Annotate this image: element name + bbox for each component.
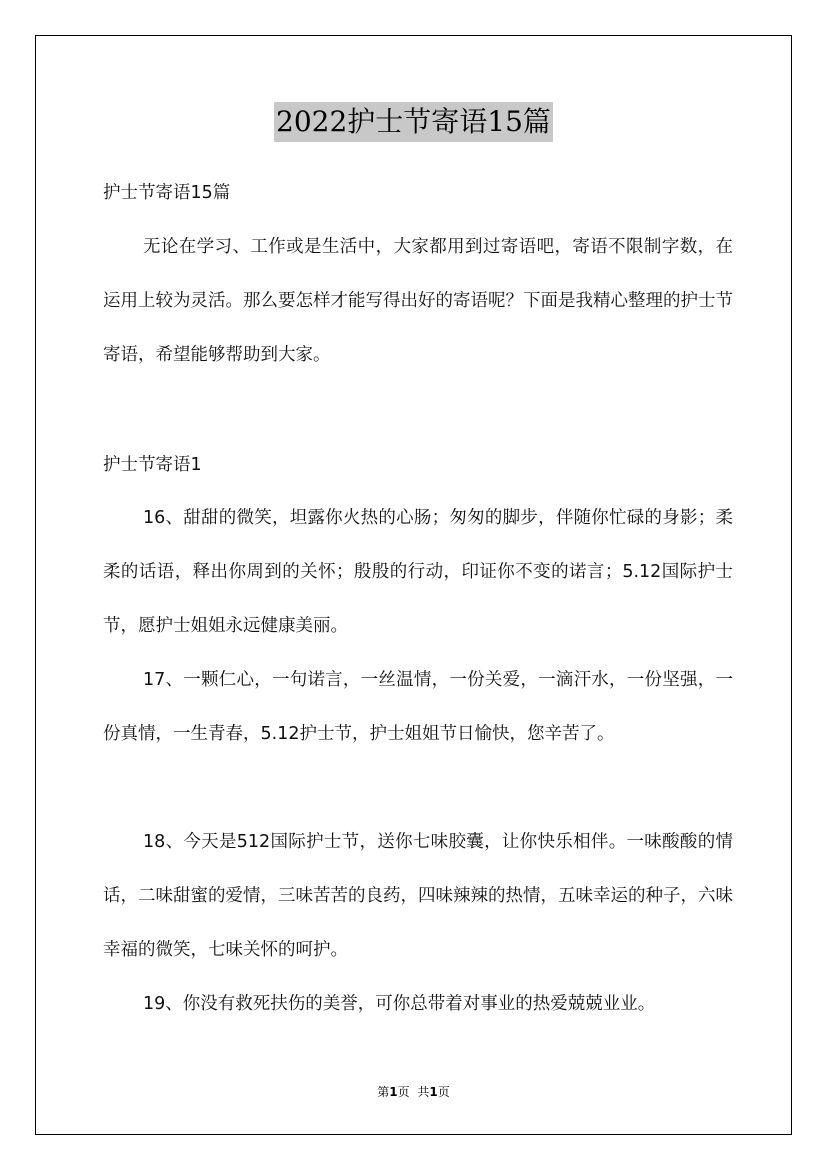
list-item: 17、一颗仁心，一句诺言，一丝温情，一份关爱，一滴汗水，一份坚强，一份真情，一生青春，5.12护士节，护士姐姐节日愉快，您辛苦了。: [103, 670, 733, 744]
document-title: 2022护士节寄语15篇: [274, 102, 553, 142]
page-suffix: 页: [397, 1085, 410, 1099]
list-item: 18、今天是512国际护士节，送你七味胶囊，让你快乐相伴。一味酸酸的情话，二味甜蜜的爱情，三味苦苦的良药，四味辣辣的热情，五味幸运的种子，六味幸福的微笑，七味关怀的呵护。: [103, 832, 733, 960]
document-subtitle: 护士节寄语15篇: [103, 183, 231, 203]
total-suffix: 页: [437, 1085, 450, 1099]
page-footer: [0, 1083, 827, 1100]
total-pages: 1: [429, 1085, 438, 1099]
list-item: 19、你没有救死扶伤的美誉，可你总带着对事业的热爱兢兢业业。: [143, 994, 656, 1014]
section-heading: 护士节寄语1: [103, 455, 202, 475]
title-container: [0, 102, 827, 142]
intro-paragraph: 无论在学习、工作或是生活中，大家都用到过寄语吧，寄语不限制字数，在运用上较为灵活。那么要怎样才能写得出好的寄语呢？下面是我精心整理的护士节寄语，希望能够帮助到大家。: [103, 237, 733, 365]
total-prefix: 共: [417, 1085, 430, 1099]
page-number: 1: [389, 1085, 398, 1099]
list-item: 16、甜甜的微笑，坦露你火热的心肠；匆匆的脚步，伴随你忙碌的身影；柔柔的话语，释出你周到的关怀；殷殷的行动，印证你不变的诺言；5.12国际护士节，愿护士姐姐永远健康美丽。: [103, 508, 733, 636]
page-prefix: 第: [377, 1085, 390, 1099]
